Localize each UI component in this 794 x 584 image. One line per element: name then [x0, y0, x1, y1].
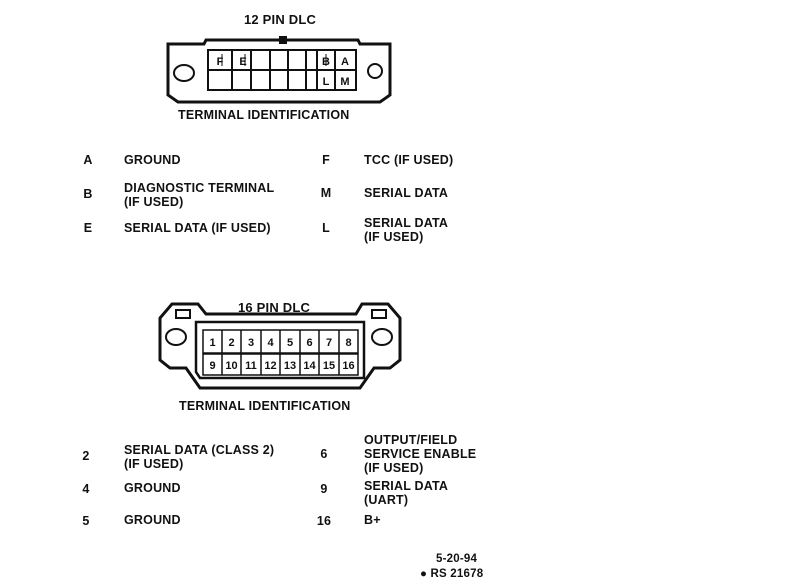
terminal-code: 16	[316, 514, 332, 528]
pin-label: 10	[225, 360, 238, 372]
terminal-desc: SERIAL DATA (IF USED)	[124, 221, 271, 235]
pin-label: 15	[322, 360, 336, 372]
terminal-desc: B+	[364, 513, 381, 527]
terminal-code: 6	[320, 447, 328, 461]
pin-label: 6	[306, 337, 313, 349]
terminal-desc: OUTPUT/FIELD SERVICE ENABLE (IF USED)	[364, 433, 477, 475]
connector-12-pin	[168, 36, 390, 102]
pin-label: F	[216, 56, 224, 68]
pin-label: 16	[342, 360, 355, 372]
terminal-code: M	[320, 186, 332, 200]
terminal-code: 2	[82, 449, 90, 463]
pin-label: 4	[267, 337, 274, 349]
pin-label: 9	[209, 360, 216, 372]
pin-label: 3	[247, 337, 255, 349]
pin-label: 8	[345, 337, 352, 349]
pin-label: 5	[286, 337, 294, 349]
terminal-desc: TCC (IF USED)	[364, 153, 454, 167]
terminal-code: F	[322, 153, 330, 167]
figure-reference: ● RS 21678	[420, 568, 484, 580]
terminal-code: 4	[82, 482, 90, 496]
terminal-code: E	[83, 221, 93, 235]
pin-label: 14	[303, 360, 316, 372]
figure-date: 5-20-94	[436, 553, 478, 565]
connector-12-pin-labels	[217, 56, 350, 88]
terminal-code: 5	[82, 514, 90, 528]
dlc12-subtitle: TERMINAL IDENTIFICATION	[178, 108, 350, 122]
pin-label: 13	[283, 360, 297, 372]
terminal-desc: SERIAL DATA (UART)	[364, 479, 449, 507]
terminal-desc: SERIAL DATA (CLASS 2) (IF USED)	[124, 443, 275, 471]
pin-label: 1	[209, 337, 216, 349]
pin-label: M	[340, 76, 350, 88]
terminal-desc: DIAGNOSTIC TERMINAL (IF USED)	[124, 181, 275, 209]
terminal-code: B	[83, 187, 93, 201]
pin-label: B	[322, 56, 330, 68]
pin-label: L	[322, 76, 330, 88]
terminal-desc: GROUND	[124, 513, 181, 527]
dlc12-title: 12 PIN DLC	[244, 12, 317, 27]
terminal-desc: GROUND	[124, 481, 181, 495]
pin-label: E	[239, 56, 247, 68]
terminal-code: A	[83, 153, 93, 167]
pin-label: 12	[264, 360, 277, 372]
pin-label: 2	[228, 337, 235, 349]
terminal-code: 9	[320, 482, 328, 496]
pin-label: 7	[325, 337, 333, 349]
terminal-desc: SERIAL DATA	[364, 186, 449, 200]
connector-16-pin	[160, 304, 400, 388]
pin-label: A	[341, 56, 349, 68]
dlc16-title: 16 PIN DLC	[238, 300, 311, 315]
pin-label: 11	[245, 360, 257, 372]
terminal-desc: SERIAL DATA (IF USED)	[364, 216, 449, 244]
terminal-desc: GROUND	[124, 153, 181, 167]
dlc16-subtitle: TERMINAL IDENTIFICATION	[179, 399, 351, 413]
terminal-code: L	[322, 221, 330, 235]
